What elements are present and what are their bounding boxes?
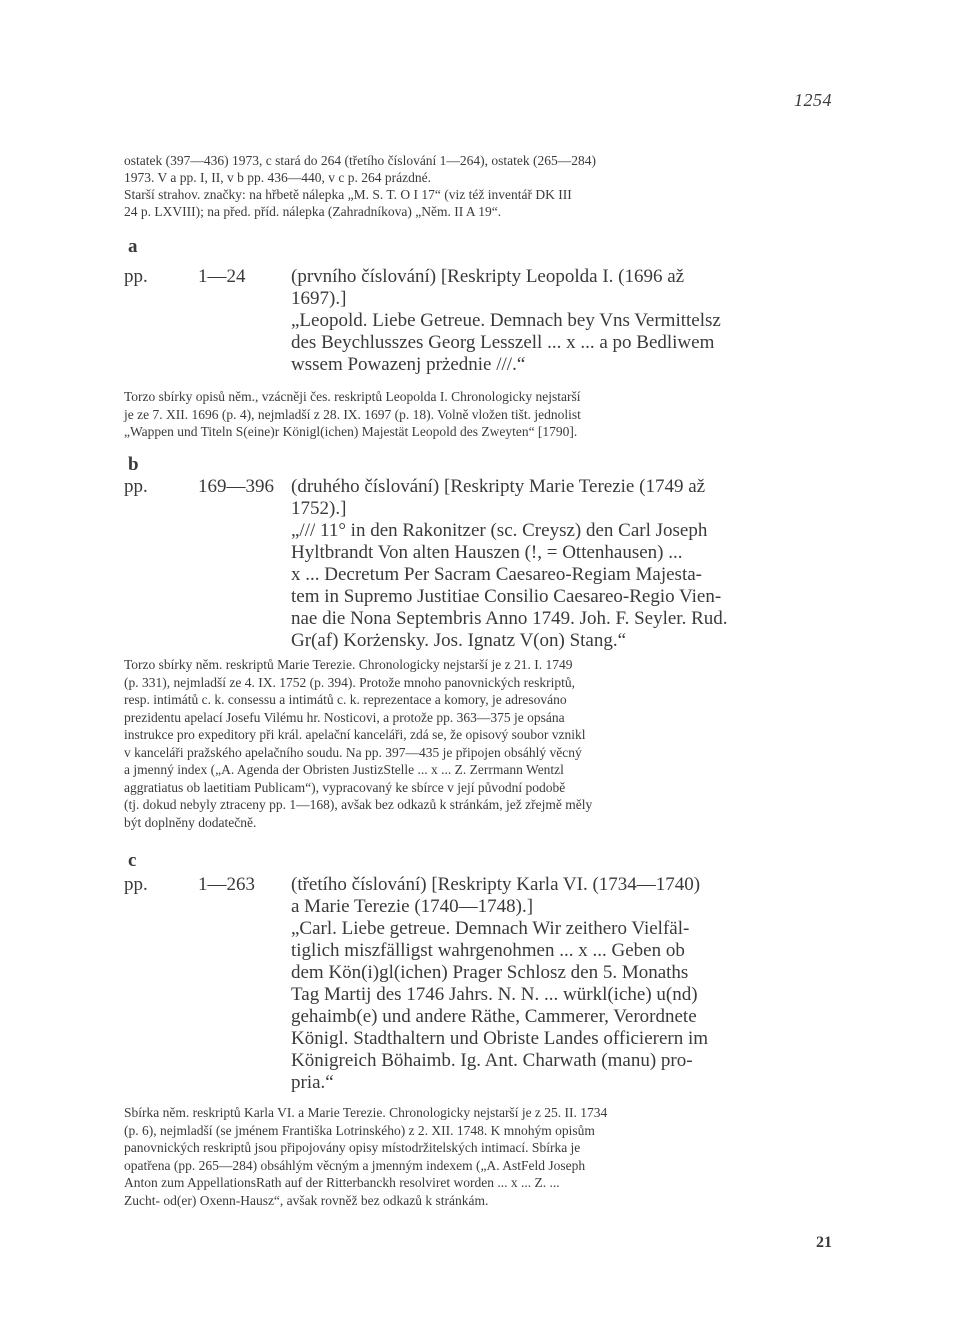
entry-line: pria.“ <box>291 1072 334 1093</box>
section-note-a <box>124 388 836 441</box>
entry-line: „Leopold. Liebe Getreue. Demnach bey Vns Vermittelsz <box>291 310 721 331</box>
note-line: resp. intimátů c. k. consessu a intimátů c. k. reprezentace a komory, je adresováno <box>124 692 567 707</box>
entry-body <box>291 266 840 376</box>
note-line: prezidentu apelací Josefu Vilému hr. Nosticovi, a protože pp. 363—375 je opsána <box>124 709 565 725</box>
section-entry-a <box>124 266 840 376</box>
note-line: instrukce pro expeditory při král. apelační kanceláři, zdá se, že opisový soubor vznikl <box>124 727 586 742</box>
note-line: Zucht- od(er) Oxenn-Hausz“, avšak rovněž bez odkazů k stránkám. <box>124 1192 489 1208</box>
entry-line: a Marie Terezie (1740—1748).] <box>291 896 534 917</box>
entry-line: Tag Martij des 1746 Jahrs. N. N. ... würkl(iche) u(nd) <box>291 984 698 1005</box>
section-entry-c <box>124 874 840 1094</box>
entry-line: wssem Powazenj prżednie ///.“ <box>291 354 526 375</box>
intro-paragraph <box>124 152 836 220</box>
note-line: (p. 331), nejmladší ze 4. IX. 1752 (p. 394). Protože mnoho panovnických reskriptů, <box>124 674 576 690</box>
entry-line: „Carl. Liebe getreue. Demnach Wir zeithero Vielfäl- <box>291 918 690 939</box>
note-line: Sbírka něm. reskriptů Karla VI. a Marie Terezie. Chronologicky nejstarší je z 25. II. 1734 <box>124 1105 608 1120</box>
note-line: (tj. dokud nebyly ztraceny pp. 1—168), avšak bez odkazů k stránkám, jež zřejmě měly <box>124 797 593 812</box>
note-line: být doplněny dodatečně. <box>124 814 257 830</box>
page-range: 1—24 <box>198 266 246 287</box>
entry-line: Gr(af) Korżensky. Jos. Ignatz V(on) Stang.“ <box>291 630 627 651</box>
intro-line: ostatek (397—436) 1973, c stará do 264 (třetího číslování 1—264), ostatek (265—284) <box>124 153 597 168</box>
note-line: panovnických reskriptů jsou připojovány opisy místodržitelských intimací. Sbírka je <box>124 1140 581 1155</box>
entry-line: „/// 11° in den Rakonitzer (sc. Creysz) den Carl Joseph <box>291 520 708 541</box>
section-letter-b: b <box>128 454 139 475</box>
note-line: v kanceláři pražského apelačního soudu. Na pp. 397—435 je připojen obsáhlý věcný <box>124 744 582 760</box>
entry-line: tem in Supremo Justitiae Consilio Caesareo-Regio Vien- <box>291 586 722 607</box>
entry-line: gehaimb(e) und andere Räthe, Cammerer, Verordnete <box>291 1006 697 1027</box>
section-letter-c: c <box>128 850 137 871</box>
footer-number: 21 <box>816 1234 832 1251</box>
intro-line: 1973. V a pp. I, II, v b pp. 436—440, v c p. 264 prázdné. <box>124 170 431 185</box>
entry-body <box>291 476 840 652</box>
note-line: Torzo sbírky opisů něm., vzácněji čes. reskriptů Leopolda I. Chronologicky nejstarší <box>124 389 581 404</box>
entry-line: Königl. Stadthaltern und Obriste Landes officierern im <box>291 1028 709 1049</box>
page-number: 1254 <box>794 90 832 110</box>
page-range: 169—396 <box>198 476 274 497</box>
intro-line: Starší strahov. značky: na hřbetě nálepka „M. S. T. O I 17“ (viz též inventář DK III <box>124 187 572 202</box>
note-line: a jmenný index („A. Agenda der Obristen JustizStelle ... x ... Z. Zerrmann Wentzl <box>124 762 564 777</box>
entry-body <box>291 874 840 1094</box>
pp-label: pp. <box>124 476 148 497</box>
page-range: 1—263 <box>198 874 255 895</box>
entry-line: Hyltbrandt Von alten Hauszen (!, = Ottenhausen) ... <box>291 542 683 563</box>
note-line: je ze 7. XII. 1696 (p. 4), nejmladší z 28. IX. 1697 (p. 18). Volně vložen tišt. jednolist <box>124 406 581 422</box>
note-line: (p. 6), nejmladší (se jménem Františka Lotrinského) z 2. XII. 1748. K mnohým opisům <box>124 1122 595 1138</box>
entry-line: 1697).] <box>291 288 347 309</box>
entry-line: des Beychlusszes Georg Lesszell ... x ... a po Bedliwem <box>291 332 715 353</box>
entry-line: dem Kön(i)gl(ichen) Prager Schlosz den 5. Monaths <box>291 962 689 983</box>
note-line: Torzo sbírky něm. reskriptů Marie Terezie. Chronologicky nejstarší je z 21. I. 1749 <box>124 657 573 672</box>
entry-line: x ... Decretum Per Sacram Caesareo-Regiam Majesta- <box>291 564 702 585</box>
section-note-c <box>124 1104 836 1209</box>
section-note-b <box>124 656 836 831</box>
note-line: Anton zum AppellationsRath auf der Ritterbanckh resolviret worden ... x ... Z. ... <box>124 1175 560 1190</box>
pp-label: pp. <box>124 874 148 895</box>
note-line: opatřena (pp. 265—284) obsáhlým věcným a jmenným indexem („A. AstFeld Joseph <box>124 1157 586 1173</box>
entry-line: (druhého číslování) [Reskripty Marie Terezie (1749 až <box>291 476 706 497</box>
intro-line: 24 p. LXVIII); na před. příd. nálepka (Zahradníkova) „Něm. II A 19“. <box>124 204 502 219</box>
entry-line: Königreich Böhaimb. Ig. Ant. Charwath (manu) pro- <box>291 1050 693 1071</box>
section-entry-b <box>124 476 840 652</box>
entry-line: nae die Nona Septembris Anno 1749. Joh. F. Seyler. Rud. <box>291 608 728 629</box>
note-line: „Wappen und Titeln S(eine)r Königl(ichen) Majestät Leopold des Zweyten“ [1790]. <box>124 424 578 439</box>
section-letter-a: a <box>128 236 138 257</box>
pp-label: pp. <box>124 266 148 287</box>
entry-line: (prvního číslování) [Reskripty Leopolda I. (1696 až <box>291 266 685 287</box>
entry-line: 1752).] <box>291 498 347 519</box>
note-line: aggratiatus ob laetitiam Publicam“), vypracovaný ke sbírce v její původní podobě <box>124 779 566 795</box>
entry-line: tiglich miszfälligst wahrgenohmen ... x ... Geben ob <box>291 940 685 961</box>
entry-line: (třetího číslování) [Reskripty Karla VI. (1734—1740) <box>291 874 701 895</box>
